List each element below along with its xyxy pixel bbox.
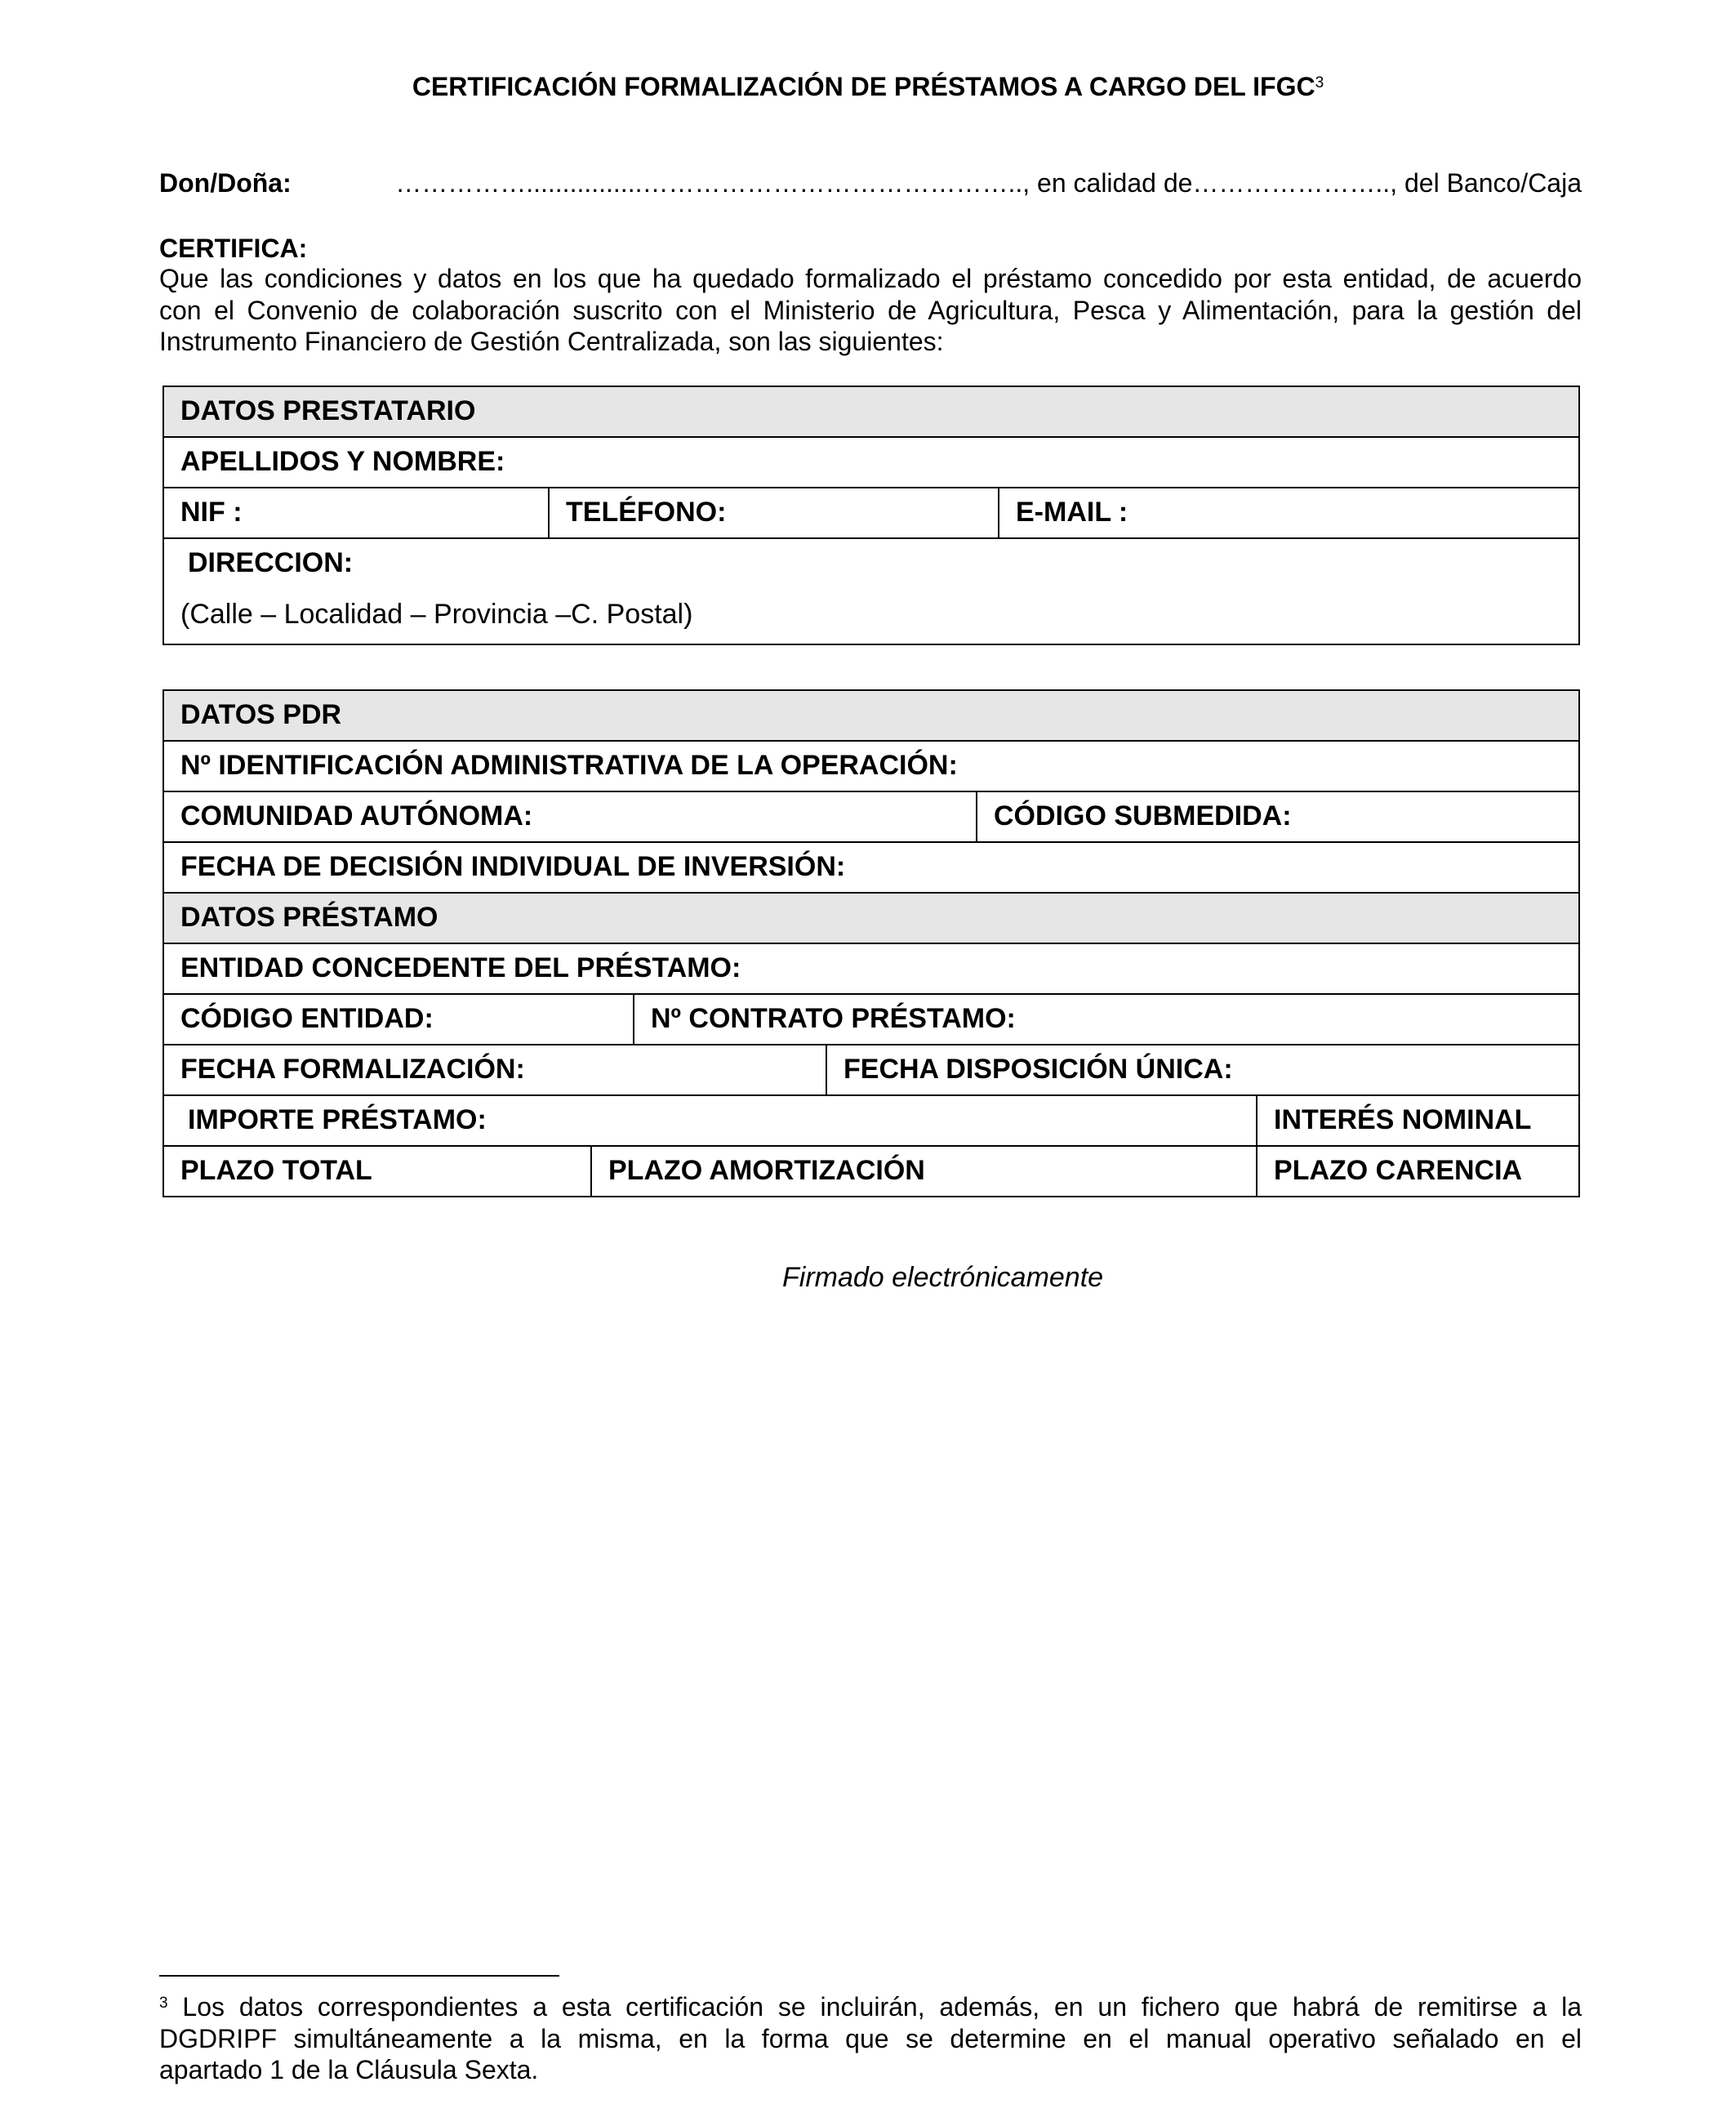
title-footnote-ref: 3 [1315, 74, 1324, 91]
direccion-hint: (Calle – Localidad – Provincia –C. Postal) [180, 599, 693, 630]
document-title [0, 70, 1736, 103]
comunidad-field[interactable]: COMUNIDAD AUTÓNOMA: [163, 791, 977, 842]
fecha-disposicion-field[interactable]: FECHA DISPOSICIÓN ÚNICA: [826, 1045, 1579, 1095]
footnote [159, 1991, 1582, 2086]
certifica-line: Que las condiciones y datos en los que ha quedado formalizado el préstamo concedido por esta entidad, de acuerdo [159, 264, 1582, 293]
nif-field[interactable]: NIF : [163, 488, 549, 538]
prestamo-header: DATOS PRÉSTAMO [163, 893, 1579, 943]
plazo-total-field[interactable]: PLAZO TOTAL [163, 1146, 591, 1197]
pdr-header: DATOS PDR [163, 690, 1579, 741]
don-label: Don/Doña: [159, 168, 292, 198]
footnote-line: DGDRIPF simultáneamente a la misma, en la forma que se determine en el manual operativo señalado en el [159, 2023, 1582, 2053]
entidad-concedente-field[interactable]: ENTIDAD CONCEDENTE DEL PRÉSTAMO: [163, 943, 1579, 994]
footnote-line [159, 1991, 1582, 2023]
certifica-label: CERTIFICA: [159, 234, 308, 263]
signature-note: Firmado electrónicamente [782, 1262, 1104, 1293]
don-fill-line: ……………................…………………………………….., en calidad de………………….., del Banco/Caja [395, 168, 1582, 198]
id-operacion-field[interactable]: Nº IDENTIFICACIÓN ADMINISTRATIVA DE LA OPERACIÓN: [163, 741, 1579, 791]
direccion-label: DIRECCION: [188, 547, 354, 578]
footnote-line: apartado 1 de la Cláusula Sexta. [159, 2055, 539, 2084]
footnote-ref: 3 [159, 1995, 168, 2012]
certifica-line: Instrumento Financiero de Gestión Centralizada, son las siguientes: [159, 327, 944, 356]
fecha-formalizacion-field[interactable]: FECHA FORMALIZACIÓN: [163, 1045, 826, 1095]
apellidos-field[interactable]: APELLIDOS Y NOMBRE: [163, 437, 1579, 488]
direccion-field[interactable] [163, 538, 1579, 644]
footnote-divider [159, 1975, 559, 1977]
certifica-body [159, 263, 1582, 358]
plazo-carencia-field[interactable]: PLAZO CARENCIA [1257, 1146, 1579, 1197]
telefono-field[interactable]: TELÉFONO: [549, 488, 999, 538]
contrato-field[interactable]: Nº CONTRATO PRÉSTAMO: [634, 994, 1579, 1045]
don-line [159, 167, 1582, 199]
codigo-entidad-field[interactable]: CÓDIGO ENTIDAD: [163, 994, 634, 1045]
prestatario-header: DATOS PRESTATARIO [163, 386, 1579, 437]
interes-field[interactable]: INTERÉS NOMINAL [1257, 1095, 1579, 1146]
footnote-text: Los datos correspondientes a esta certificación se incluirán, además, en un fichero que habrá de remitirse a la [167, 1992, 1582, 2022]
email-field[interactable]: E-MAIL : [999, 488, 1579, 538]
pdr-table [162, 689, 1580, 1197]
codigo-submedida-field[interactable]: CÓDIGO SUBMEDIDA: [977, 791, 1579, 842]
importe-field[interactable]: IMPORTE PRÉSTAMO: [163, 1095, 1257, 1146]
certifica-line: con el Convenio de colaboración suscrito con el Ministerio de Agricultura, Pesca y Alimentación, para la gestión del [159, 295, 1582, 325]
title-text: CERTIFICACIÓN FORMALIZACIÓN DE PRÉSTAMOS A CARGO DEL IFGC [412, 72, 1315, 101]
plazo-amortizacion-field[interactable]: PLAZO AMORTIZACIÓN [591, 1146, 1257, 1197]
fecha-decision-field[interactable]: FECHA DE DECISIÓN INDIVIDUAL DE INVERSIÓN: [163, 842, 1579, 893]
prestatario-table [162, 386, 1580, 645]
